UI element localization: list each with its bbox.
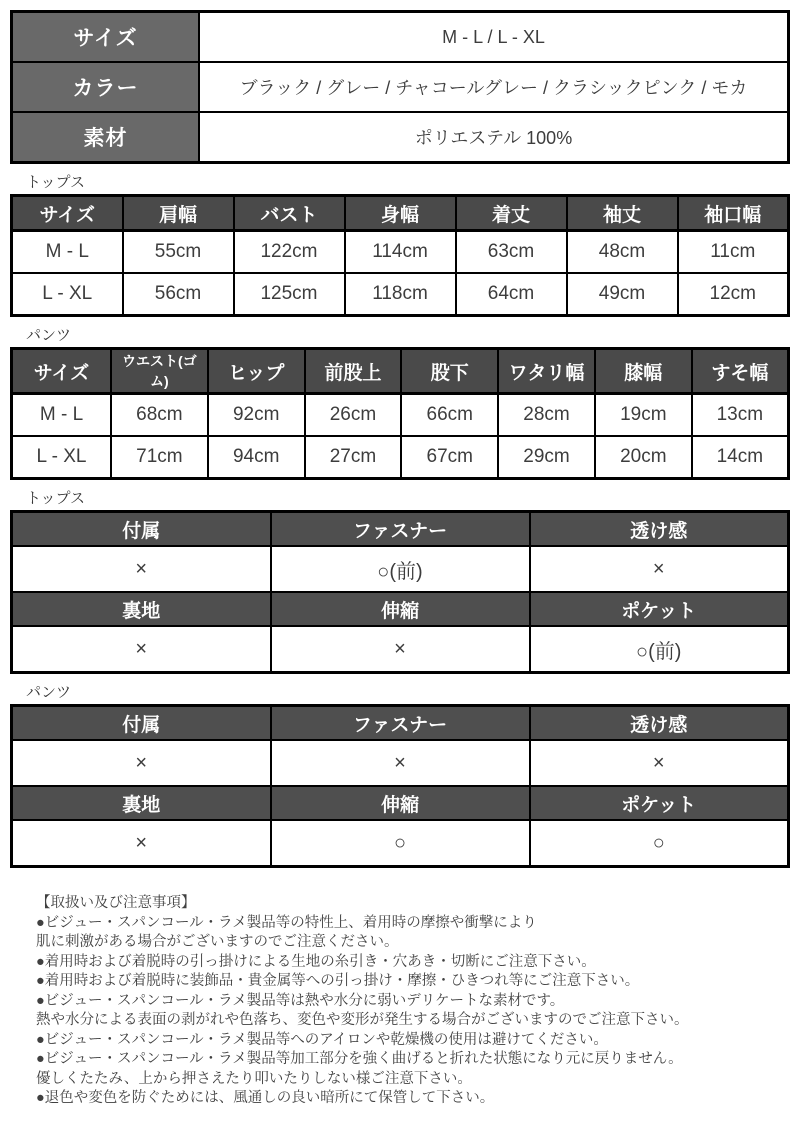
pants-size-table bbox=[10, 347, 790, 480]
column-header: 伸縮 bbox=[271, 786, 530, 820]
cell: 63cm bbox=[456, 231, 567, 274]
care-note-line: ●ビジュー・スパンコール・ラメ製品等の特性上、着用時の摩擦や衝撃により bbox=[36, 914, 537, 931]
care-notes-title: 【取扱い及び注意事項】 bbox=[36, 895, 196, 911]
cell: × bbox=[12, 740, 271, 786]
cell: 125cm bbox=[234, 273, 345, 316]
column-header: 袖丈 bbox=[567, 196, 678, 231]
cell: 94cm bbox=[208, 436, 305, 479]
cell: 66cm bbox=[401, 394, 498, 437]
care-note-line: ●ビジュー・スパンコール・ラメ製品等へのアイロンや乾燥機の使用は避けてください。 bbox=[36, 1031, 608, 1048]
table-row bbox=[12, 62, 789, 112]
cell: 28cm bbox=[498, 394, 595, 437]
column-header: ワタリ幅 bbox=[498, 349, 595, 394]
cell: 26cm bbox=[305, 394, 402, 437]
cell: 13cm bbox=[692, 394, 789, 437]
cell: 14cm bbox=[692, 436, 789, 479]
cell: 27cm bbox=[305, 436, 402, 479]
spec-label-size: サイズ bbox=[12, 12, 200, 63]
cell: 48cm bbox=[567, 231, 678, 274]
column-header: 透け感 bbox=[530, 706, 789, 741]
table-header-row bbox=[12, 706, 789, 741]
column-header: 伸縮 bbox=[271, 592, 530, 626]
column-header: ファスナー bbox=[271, 706, 530, 741]
column-header: ファスナー bbox=[271, 512, 530, 547]
table-header-row bbox=[12, 512, 789, 547]
column-header: 裏地 bbox=[12, 592, 271, 626]
table-header-row bbox=[12, 196, 789, 231]
cell: ○(前) bbox=[530, 626, 789, 673]
table-row bbox=[12, 112, 789, 163]
cell: × bbox=[12, 626, 271, 673]
cell: 29cm bbox=[498, 436, 595, 479]
spec-label-material: 素材 bbox=[12, 112, 200, 163]
column-header: 透け感 bbox=[530, 512, 789, 547]
table-header-row bbox=[12, 349, 789, 394]
spec-value-material: ポリエステル 100% bbox=[199, 112, 789, 163]
column-header: ポケット bbox=[530, 786, 789, 820]
cell: 49cm bbox=[567, 273, 678, 316]
column-header: サイズ bbox=[12, 349, 112, 394]
column-header: 身幅 bbox=[345, 196, 456, 231]
pants-features-table bbox=[10, 704, 790, 868]
cell: 114cm bbox=[345, 231, 456, 274]
column-header: ウエスト(ゴム) bbox=[111, 349, 208, 394]
column-header: 裏地 bbox=[12, 786, 271, 820]
tops-features-table bbox=[10, 510, 790, 674]
care-note-line: 熱や水分による表面の剥がれや色落ち、変色や変形が発生する場合がございますのでご注意下さい。 bbox=[36, 1012, 689, 1028]
care-note-line: ●ビジュー・スパンコール・ラメ製品等は熱や水分に弱いデリケートな素材です。 bbox=[36, 992, 565, 1009]
section-label-tops-features: トップス bbox=[26, 490, 85, 507]
cell: × bbox=[530, 740, 789, 786]
care-note-line: ●着用時および着脱時の引っ掛けによる生地の糸引き・穴あき・切断にご注意下さい。 bbox=[36, 953, 596, 970]
table-row bbox=[12, 394, 789, 437]
care-note-line: 肌に刺激がある場合がございますのでご注意ください。 bbox=[36, 934, 399, 950]
column-header: 肩幅 bbox=[123, 196, 234, 231]
column-header: 着丈 bbox=[456, 196, 567, 231]
cell: ○ bbox=[530, 820, 789, 867]
cell: × bbox=[271, 740, 530, 786]
care-note-line: 優しくたたみ、上から押さえたり叩いたりしない様ご注意下さい。 bbox=[36, 1070, 472, 1087]
column-header: 付属 bbox=[12, 706, 271, 741]
table-row bbox=[12, 273, 789, 316]
section-label-pants-features: パンツ bbox=[26, 684, 72, 701]
tops-size-table bbox=[10, 194, 790, 317]
cell: × bbox=[12, 546, 271, 592]
care-note-line: ●退色や変色を防ぐためには、風通しの良い暗所にて保管して下さい。 bbox=[36, 1090, 495, 1106]
cell: M - L bbox=[12, 394, 112, 437]
cell: 71cm bbox=[111, 436, 208, 479]
cell: 92cm bbox=[208, 394, 305, 437]
cell: 20cm bbox=[595, 436, 692, 479]
column-header: すそ幅 bbox=[692, 349, 789, 394]
cell: × bbox=[530, 546, 789, 592]
table-row bbox=[12, 12, 789, 63]
column-header: サイズ bbox=[12, 196, 123, 231]
column-header: 膝幅 bbox=[595, 349, 692, 394]
cell: 11cm bbox=[678, 231, 789, 274]
cell: ○(前) bbox=[271, 546, 530, 592]
table-header-row bbox=[12, 592, 789, 626]
cell: × bbox=[271, 626, 530, 673]
cell: 12cm bbox=[678, 273, 789, 316]
table-row bbox=[12, 546, 789, 592]
column-header: 前股上 bbox=[305, 349, 402, 394]
cell: 67cm bbox=[401, 436, 498, 479]
table-row bbox=[12, 820, 789, 867]
column-header: 袖口幅 bbox=[678, 196, 789, 231]
section-label-pants-size: パンツ bbox=[26, 327, 72, 344]
cell: 19cm bbox=[595, 394, 692, 437]
spec-value-color: ブラック / グレー / チャコールグレー / クラシックピンク / モカ bbox=[199, 62, 789, 112]
section-label-tops-size: トップス bbox=[26, 174, 85, 191]
spec-label-color: カラー bbox=[12, 62, 200, 112]
cell: × bbox=[12, 820, 271, 867]
care-note-line: ●着用時および着脱時に装飾品・貴金属等への引っ掛け・摩擦・ひきつれ等にご注意下さい。 bbox=[36, 973, 640, 989]
care-note-line: ●ビジュー・スパンコール・ラメ製品等加工部分を強く曲げると折れた状態になり元に戻りません。 bbox=[36, 1051, 683, 1067]
cell: 56cm bbox=[123, 273, 234, 316]
column-header: ヒップ bbox=[208, 349, 305, 394]
column-header: 股下 bbox=[401, 349, 498, 394]
cell: L - XL bbox=[12, 273, 123, 316]
column-header: 付属 bbox=[12, 512, 271, 547]
cell: 68cm bbox=[111, 394, 208, 437]
column-header: バスト bbox=[234, 196, 345, 231]
table-row bbox=[12, 436, 789, 479]
cell: ○ bbox=[271, 820, 530, 867]
table-row bbox=[12, 626, 789, 673]
spec-value-size: M - L / L - XL bbox=[199, 12, 789, 63]
cell: 64cm bbox=[456, 273, 567, 316]
cell: L - XL bbox=[12, 436, 112, 479]
cell: 118cm bbox=[345, 273, 456, 316]
table-row bbox=[12, 231, 789, 274]
table-row bbox=[12, 740, 789, 786]
care-notes bbox=[36, 894, 790, 1109]
product-spec-table bbox=[10, 10, 790, 164]
table-header-row bbox=[12, 786, 789, 820]
cell: 122cm bbox=[234, 231, 345, 274]
cell: 55cm bbox=[123, 231, 234, 274]
column-header: ポケット bbox=[530, 592, 789, 626]
cell: M - L bbox=[12, 231, 123, 274]
